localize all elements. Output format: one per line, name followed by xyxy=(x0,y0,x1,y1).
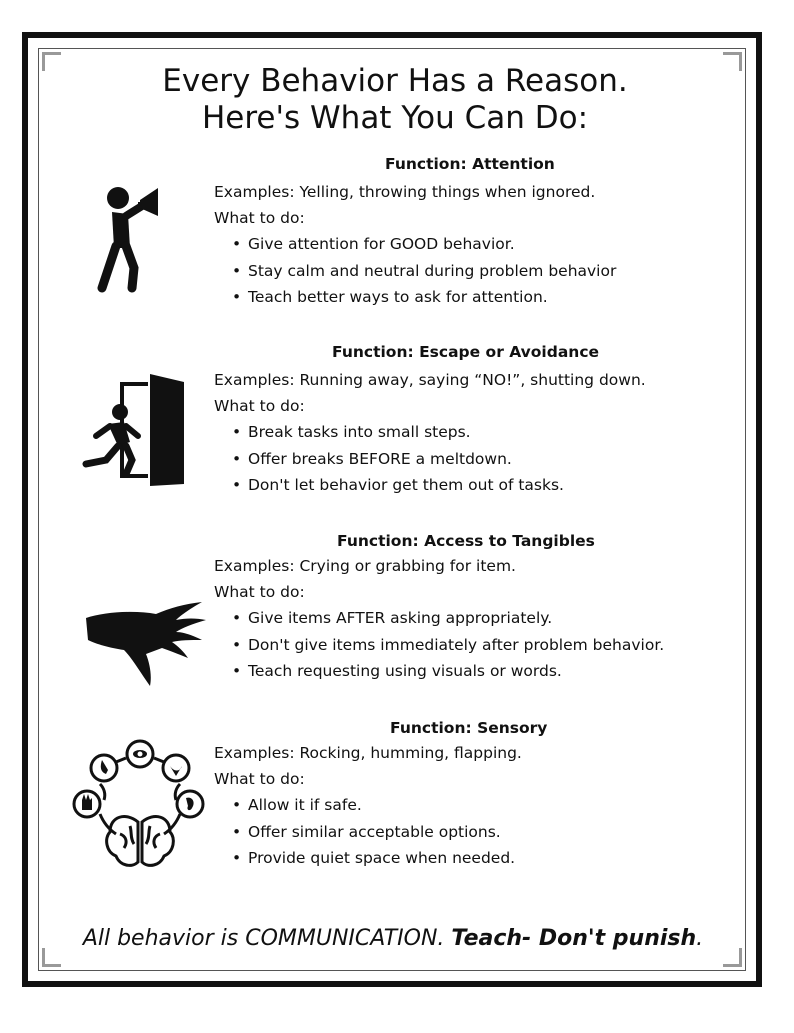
list-item xyxy=(232,792,754,819)
page-title-line-2: Here's What You Can Do: xyxy=(201,100,589,136)
bullet-glyph: • xyxy=(232,288,242,306)
bullet-text: Break tasks into small steps. xyxy=(248,423,471,441)
examples-text: Examples: Yelling, throwing things when ignored. xyxy=(214,183,596,201)
bullet-text: Offer similar acceptable options. xyxy=(248,822,501,841)
bullet-text: Stay calm and neutral during problem behavior xyxy=(248,261,617,280)
bullet-text: Offer breaks BEFORE a meltdown. xyxy=(248,449,512,468)
list-item xyxy=(232,605,754,632)
what-to-do-label: What to do: xyxy=(214,397,305,415)
section-tangibles xyxy=(214,530,754,685)
bullet-text: Provide quiet space when needed. xyxy=(248,849,516,867)
bullet-list xyxy=(214,419,754,499)
bullet-text: Don't let behavior get them out of tasks. xyxy=(248,476,564,494)
bullet-text: Teach better ways to ask for attention. xyxy=(248,288,548,306)
bullet-glyph: • xyxy=(232,423,242,441)
person-megaphone-icon xyxy=(84,176,168,294)
bullet-text: Don't give items immediately after problem behavior. xyxy=(248,635,665,654)
footer-emphasis: Teach- Don't punish xyxy=(451,926,697,951)
grabbing-hand-icon xyxy=(84,598,210,688)
footer-text: All behavior is COMMUNICATION. xyxy=(82,926,452,951)
section-heading: Function: Access to Tangibles xyxy=(337,532,595,550)
bullet-glyph: • xyxy=(232,449,242,468)
what-to-do-label: What to do: xyxy=(214,583,305,601)
list-item xyxy=(232,419,754,446)
bullet-text: Give items AFTER asking appropriately. xyxy=(248,609,553,627)
bullet-glyph: • xyxy=(232,662,242,680)
brain-senses-icon xyxy=(70,738,210,872)
what-to-do-label: What to do: xyxy=(214,770,305,788)
examples-text: Examples: Running away, saying “NO!”, shutting down. xyxy=(214,371,646,389)
list-item xyxy=(232,819,754,846)
bullet-list xyxy=(214,231,754,311)
bullet-glyph: • xyxy=(232,635,242,654)
page-title-line-1: Every Behavior Has a Reason. xyxy=(162,63,628,99)
bullet-list xyxy=(214,605,754,685)
list-item xyxy=(232,472,754,499)
list-item xyxy=(232,284,754,311)
section-sensory xyxy=(214,717,754,872)
bullet-glyph: • xyxy=(232,609,242,627)
list-item xyxy=(232,446,754,473)
bullet-glyph: • xyxy=(232,822,242,841)
section-heading: Function: Sensory xyxy=(390,719,548,737)
section-escape xyxy=(214,341,754,499)
examples-text: Examples: Rocking, humming, flapping. xyxy=(214,744,522,762)
footer-period: . xyxy=(696,926,704,951)
bullet-list xyxy=(214,792,754,872)
bullet-text: Teach requesting using visuals or words. xyxy=(248,662,562,680)
bullet-glyph: • xyxy=(232,796,242,814)
bullet-glyph: • xyxy=(232,235,242,253)
bullet-glyph: • xyxy=(232,849,242,867)
bullet-glyph: • xyxy=(232,261,242,280)
list-item xyxy=(232,258,754,285)
list-item xyxy=(232,632,754,659)
corner-ornament xyxy=(42,52,61,71)
bullet-text: Give attention for GOOD behavior. xyxy=(248,235,515,253)
section-attention xyxy=(214,153,754,311)
list-item xyxy=(232,845,754,872)
section-heading: Function: Escape or Avoidance xyxy=(332,343,600,361)
person-exiting-door-icon xyxy=(78,374,190,488)
what-to-do-label: What to do: xyxy=(214,209,305,227)
list-item xyxy=(232,658,754,685)
footer-message xyxy=(40,926,746,951)
examples-text: Examples: Crying or grabbing for item. xyxy=(214,557,516,575)
bullet-text: Allow it if safe. xyxy=(248,796,362,814)
bullet-glyph: • xyxy=(232,476,242,494)
section-heading: Function: Attention xyxy=(385,155,555,173)
list-item xyxy=(232,231,754,258)
